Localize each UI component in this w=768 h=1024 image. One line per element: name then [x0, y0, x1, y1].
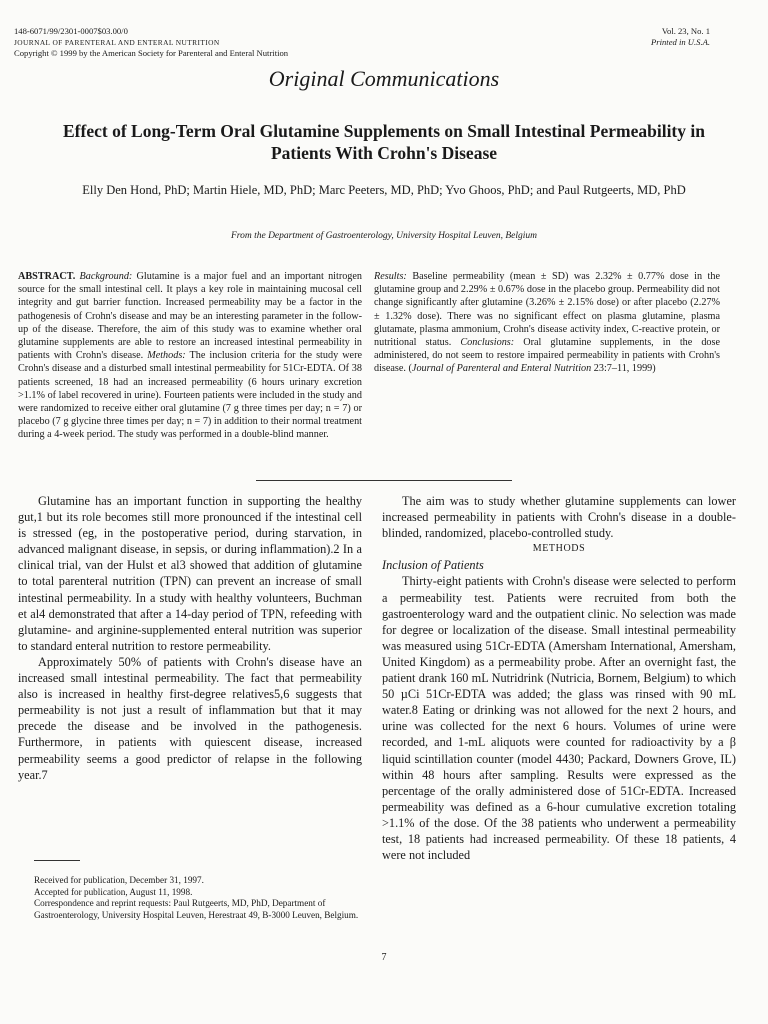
- received-date: Received for publication, December 31, 1997.: [34, 875, 204, 885]
- intro-paragraph-1: Glutamine has an important function in supporting the healthy gut,1 but its role becomes still more pronounced if the intestinal cell is stressed (eg, in the postoperative period, during starvation, in advanced malignant disease, in sepsis, or during inflammation).2 In a clinical trial, van der Hulst et al3 showed that addition of glutamine to total parenteral nutrition (TPN) can prevent an increase of small intestinal permeability. In a study with healthy volunteers, Buchman et al4 demonstrated that after a 14-day period of TPN, refeeding with glutamine- and arginine-supplemented enteral nutrition was superior to standard enteral nutrition to restore permeability.: [18, 494, 362, 653]
- author-list: Elly Den Hond, PhD; Martin Hiele, MD, PhD; Marc Peeters, MD, PhD; Yvo Ghoos, PhD; and Paul Rutgeerts, MD, PhD: [82, 183, 686, 197]
- copyright-line: Copyright © 1999 by the American Society for Parenteral and Enteral Nutrition: [14, 48, 289, 58]
- conclusions-text: Oral glutamine supplements, in the dose administered, do not seem to restore impaired permeability in patients with Crohn's disease.: [374, 337, 721, 375]
- footnote-divider: [34, 860, 80, 861]
- body-column-left: [18, 493, 362, 783]
- abstract-divider: [256, 480, 512, 481]
- methods-text: The inclusion criteria for the study were Crohn's disease and a disturbed small intestinal permeability for 51Cr-EDTA. Of 38 patients screened, 18 had an increased permeability (6 hours urinary excretion >1.1% of label recovered in urine). Fourteen patients were included in the study and were randomized to receive either oral glutamine (7 g three times per day; n = 7) or placebo (7 g glycine three times per day; n = 7) in addition to their normal treatment during a 4-week period. The study was performed in a double-blind manner.: [18, 350, 362, 441]
- abstract-label: ABSTRACT.: [18, 271, 76, 282]
- citation-volume: 23:7–11, 1999: [593, 363, 653, 375]
- journal-header-right: [651, 26, 710, 48]
- accepted-date: Accepted for publication, August 11, 1998.: [34, 886, 193, 897]
- methods-heading: METHODS: [532, 543, 586, 555]
- inclusion-paragraph: Thirty-eight patients with Crohn's disease were selected to perform a permeability test. Patients were recruited from both the gastroenterology ward and the outpatient clinic. No selection was made for degree or localization of the disease. Small intestinal permeability was measured using 51Cr-EDTA (Amersham International, Amersham, United Kingdom) as a permeability probe. After an overnight fast, the patient drank 160 mL Nutridrink (Nutricia, Bornem, Belgium) to which 50 µCi 51Cr-EDTA was added; the glass was rinsed with 90 mL water.8 Eating or drinking was not allowed for the next 2 hours, and urine was collected for the next 6 hours. Volumes of urine were recorded, and 1-mL aliquots were counted for radioactivity by a β liquid scintillation counter (model 4430; Packard, Downers Grove, IL) within 48 hours after sampling. Results were expressed as the percentage of the orally administered dose of 51Cr-EDTA. Increased permeability was defined as a 6-hour cumulative excretion totaling >1.1% of the dose. Of the 38 patients who underwent a permeability test, 18 patients had increased permeability. Of these 18 patients, 4 were not included: [382, 574, 736, 863]
- abstract-column-left: [18, 270, 362, 442]
- results-label: Results:: [374, 271, 407, 282]
- body-column-right: [382, 493, 736, 863]
- citation-journal: Journal of Parenteral and Enteral Nutrition: [411, 363, 592, 375]
- journal-name: JOURNAL OF PARENTERAL AND ENTERAL NUTRITION: [14, 38, 220, 47]
- volume-issue: Vol. 23, No. 1: [661, 26, 710, 36]
- background-label: Background:: [79, 271, 133, 282]
- article-title: Effect of Long-Term Oral Glutamine Supplements on Small Intestinal Permeability in Patients With Crohn's Disease: [63, 121, 705, 163]
- correspondence: Correspondence and reprint requests: Paul Rutgeerts, MD, PhD, Department of Gastroenterology, University Hospital Leuven, Herestraat 49, B-3000 Leuven, Belgium.: [34, 898, 359, 920]
- intro-paragraph-2: Approximately 50% of patients with Crohn's disease have an increased small intestinal permeability. The fact that permeability also is increased in healthy first-degree relatives5,6 suggests that permeability is not just a result of inflammation but that it may precede the disease and be involved in the pathogenesis. Furthermore, in patients with quiescent disease, increased permeability seems a good predictor of relapse in the following year.7: [18, 654, 362, 782]
- aim-paragraph: The aim was to study whether glutamine supplements can lower increased permeability in patients with Crohn's disease in a double-blinded, randomized, placebo-controlled study.: [382, 494, 736, 541]
- background-text: Glutamine is a major fuel and an important nitrogen source for the small intestinal cell. It plays a key role in maintaining mucosal cell integrity and gut barrier function. Increased permeability may be a factor in the pathogenesis of Crohn's disease and may be an interesting parameter in the follow-up of the disease. Therefore, the aim of this study was to examine whether oral glutamine supplements are able to restore an increased intestinal permeability in patients with Crohn's disease.: [18, 271, 363, 362]
- footnotes: [34, 875, 366, 921]
- section-title: Original Communications: [268, 66, 500, 91]
- methods-label: Methods:: [147, 350, 186, 362]
- printed-in: Printed in U.S.A.: [651, 37, 710, 47]
- inclusion-subheading: Inclusion of Patients: [382, 558, 484, 573]
- page-number: 7: [381, 952, 387, 963]
- issn-line: 148-6071/99/2301-0007$03.00/0: [14, 26, 128, 36]
- journal-header-left: [14, 26, 434, 59]
- results-text: Baseline permeability (mean ± SD) was 2.32% ± 0.77% dose in the glutamine group and 2.29% ± 0.67% dose in the placebo group. Permeability did not change significantly after glutamine (3.26% ± 2.15% dose) or after placebo (2.27% ± 1.32% dose). There was no significant effect on plasma glutamine, plasma glutamate, plasma ammonium, Crohn's disease activity index, C-reactive protein, or nutritional status.: [374, 271, 721, 349]
- conclusions-label: Conclusions:: [460, 337, 515, 349]
- abstract-column-right: Results: Baseline permeability (mean ± SD) was 2.32% ± 0.77% dose in the glutamine group and 2.29% ± 0.67% dose in the placebo group. Permeability did not change significantly after glutamine (3.26% ± 2.15% dose) or after placebo (2.27% ± 1.32% dose). There was no significant effect on plasma glutamine, plasma glutamate, plasma ammonium, Crohn's disease activity index, C-reactive protein, or nutritional status. Conclusions: Oral glutamine supplements, in the dose administered, do not seem to restore impaired permeability in patients with Crohn's disease. (Journal of Parenteral and Enteral Nutrition 23:7–11, 1999): [374, 271, 721, 375]
- affiliation: From the Department of Gastroenterology, University Hospital Leuven, Belgium: [230, 231, 538, 241]
